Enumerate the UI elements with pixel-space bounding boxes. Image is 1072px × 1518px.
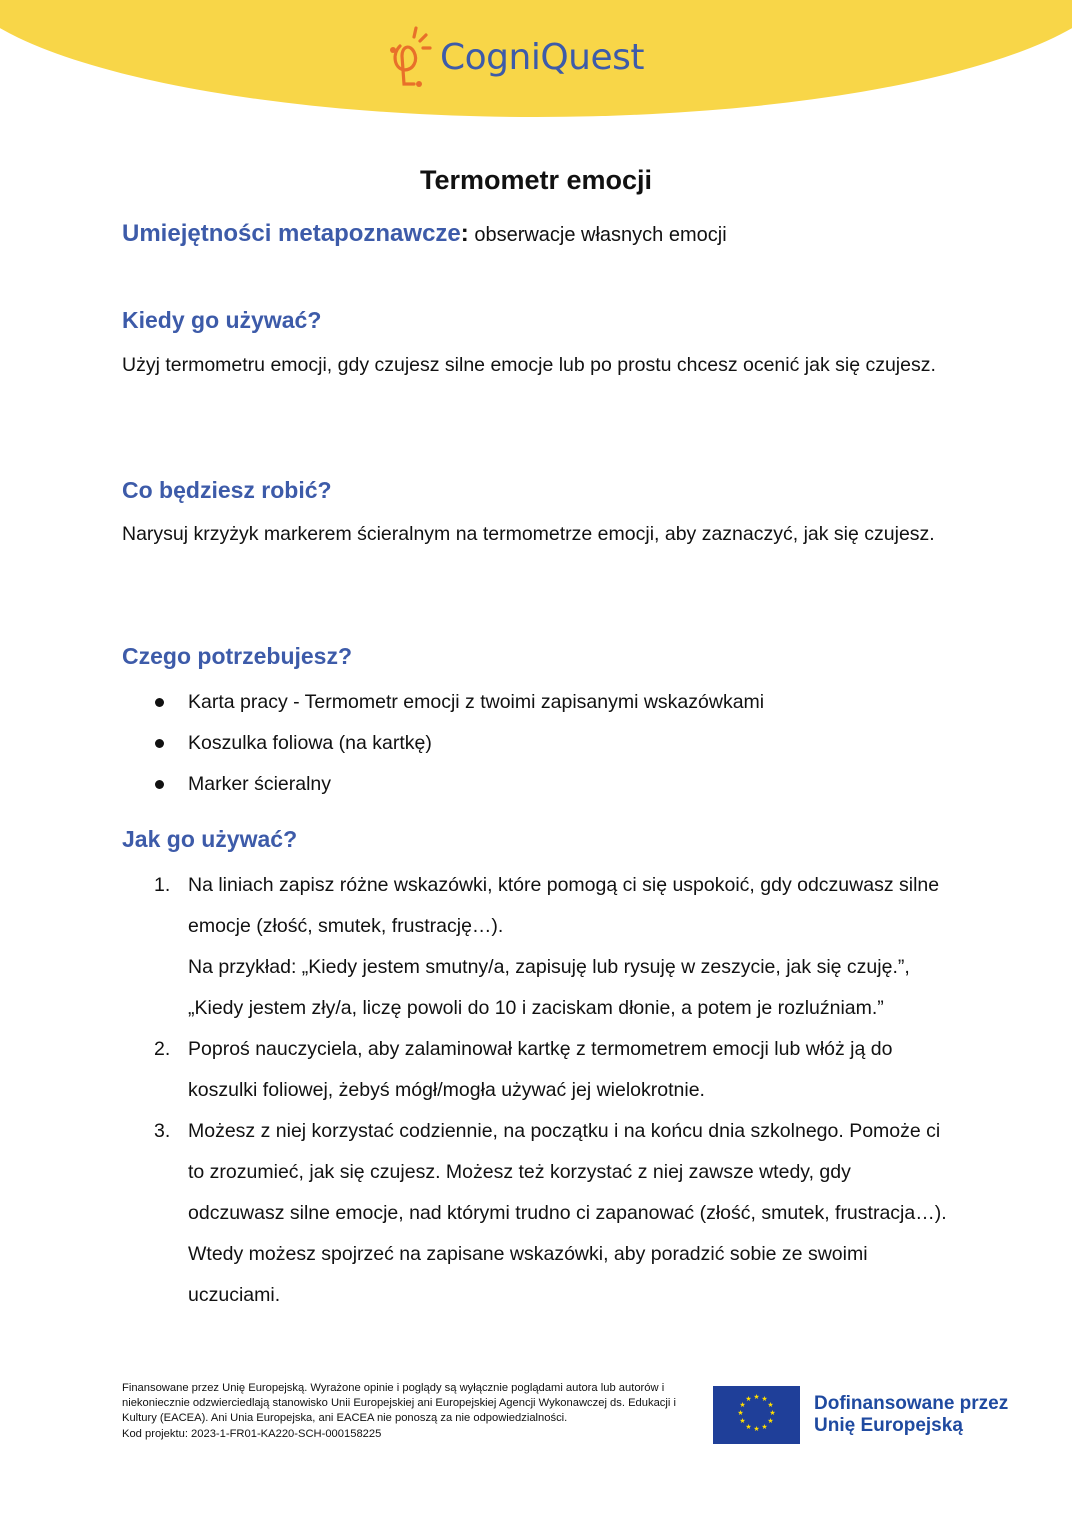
svg-text:★: ★ — [745, 1423, 752, 1431]
svg-text:★: ★ — [767, 1401, 774, 1409]
list-item — [0, 723, 764, 764]
list-item — [0, 682, 764, 723]
lightbulb-figure-icon — [386, 24, 436, 90]
step-text: Możesz z niej korzystać codziennie, na początku i na końcu dnia szkolnego. Pomoże ci to zrozumieć, jak się czujesz. Możesz też korzystać z niej zawsze wtedy, gdy odczuwasz silne emocje, nad którymi trudno ci zapanować (złość, smutek, frustracja…). Wtedy możesz spojrzeć na zapisane wskazówki, aby poradzić sobie ze swoimi uczuciami. — [188, 1120, 947, 1306]
svg-text:★: ★ — [761, 1423, 768, 1431]
step-text: Na liniach zapisz różne wskazówki, które pomogą ci się uspokoić, gdy odczuwasz silne emocje (złość, smutek, frustrację…). — [188, 874, 940, 937]
svg-text:★: ★ — [739, 1401, 746, 1409]
skill-line — [122, 220, 727, 248]
step-number: 2. — [154, 1038, 171, 1060]
svg-text:★: ★ — [739, 1417, 746, 1425]
section-body-what: Narysuj krzyżyk markerem ścieralnym na termometrze emocji, aby zaznaczyć, jak się czujesz. — [122, 523, 935, 545]
section-body-when: Użyj termometru emocji, gdy czujesz silne emocje lub po prostu chcesz ocenić jak się czujesz. — [122, 354, 936, 376]
list-item-text: Karta pracy - Termometr emocji z twoimi zapisanymi wskazówkami — [188, 691, 765, 713]
step-text: Poproś nauczyciela, aby zalaminował kartkę z termometrem emocji lub włóż ją do koszulki foliowej, żebyś mógł/mogła używać jej wielokrotnie. — [188, 1038, 893, 1101]
project-code: Kod projektu: 2023-1-FR01-KA220-SCH-000158225 — [122, 1427, 382, 1440]
eu-funding-label — [814, 1393, 1008, 1437]
step-item — [0, 865, 948, 1029]
bullet-icon — [155, 698, 164, 707]
needs-list — [0, 682, 764, 805]
brand-name: CogniQuest — [440, 36, 645, 78]
section-heading-when: Kiedy go używać? — [122, 307, 322, 333]
step-number: 3. — [154, 1120, 171, 1142]
svg-text:★: ★ — [753, 1393, 760, 1401]
page-title: Termometr emocji — [419, 165, 653, 195]
step-item — [0, 1029, 948, 1111]
section-heading-needs: Czego potrzebujesz? — [122, 643, 353, 669]
disclaimer-text: Finansowane przez Unię Europejską. Wyrażone opinie i poglądy są wyłącznie poglądami autora lub autorów i niekoniecznie odzwierciedlają stanowisko Unii Europejskiej ani Europejskiej Agencji Wykonawczej ds. Edukacji i Kultury (EACEA). Ani Unia Europejska, ani EACEA nie ponoszą za nie odpowiedzialności. — [122, 1382, 676, 1425]
eu-label-line1: Dofinansowane przez — [814, 1393, 1009, 1414]
list-item-text: Marker ścieralny — [188, 773, 332, 795]
step-item — [0, 1111, 948, 1316]
svg-text:★: ★ — [769, 1409, 776, 1417]
section-heading-how: Jak go używać? — [122, 826, 298, 852]
eu-flag-icon — [713, 1386, 800, 1444]
step-example: Na przykład: „Kiedy jestem smutny/a, zapisuję lub rysuję w zeszycie, jak się czuję.”, „Kiedy jestem zły/a, liczę powoli do 10 i zaciskam dłonie, a potem je rozluźniam.” — [188, 956, 910, 1019]
bullet-icon — [155, 739, 164, 748]
skill-value: obserwacje własnych emocji — [468, 224, 727, 246]
steps-list — [0, 865, 948, 1316]
step-number: 1. — [154, 874, 171, 896]
svg-text:★: ★ — [737, 1409, 744, 1417]
eu-funding-badge — [713, 1386, 1008, 1444]
section-heading-what: Co będziesz robić? — [122, 477, 332, 503]
svg-text:★: ★ — [761, 1395, 768, 1403]
svg-text:★: ★ — [745, 1395, 752, 1403]
skill-separator: : — [460, 220, 469, 247]
eu-label-line2: Unię Europejską — [814, 1415, 963, 1436]
list-item — [0, 764, 764, 805]
list-item-text: Koszulka foliowa (na kartkę) — [188, 732, 432, 754]
bullet-icon — [155, 780, 164, 789]
footer-disclaimer — [122, 1381, 702, 1442]
brand-logo — [386, 22, 644, 92]
svg-text:★: ★ — [767, 1417, 774, 1425]
skill-label: Umiejętności metapoznawcze — [122, 220, 461, 247]
svg-text:★: ★ — [753, 1425, 760, 1433]
